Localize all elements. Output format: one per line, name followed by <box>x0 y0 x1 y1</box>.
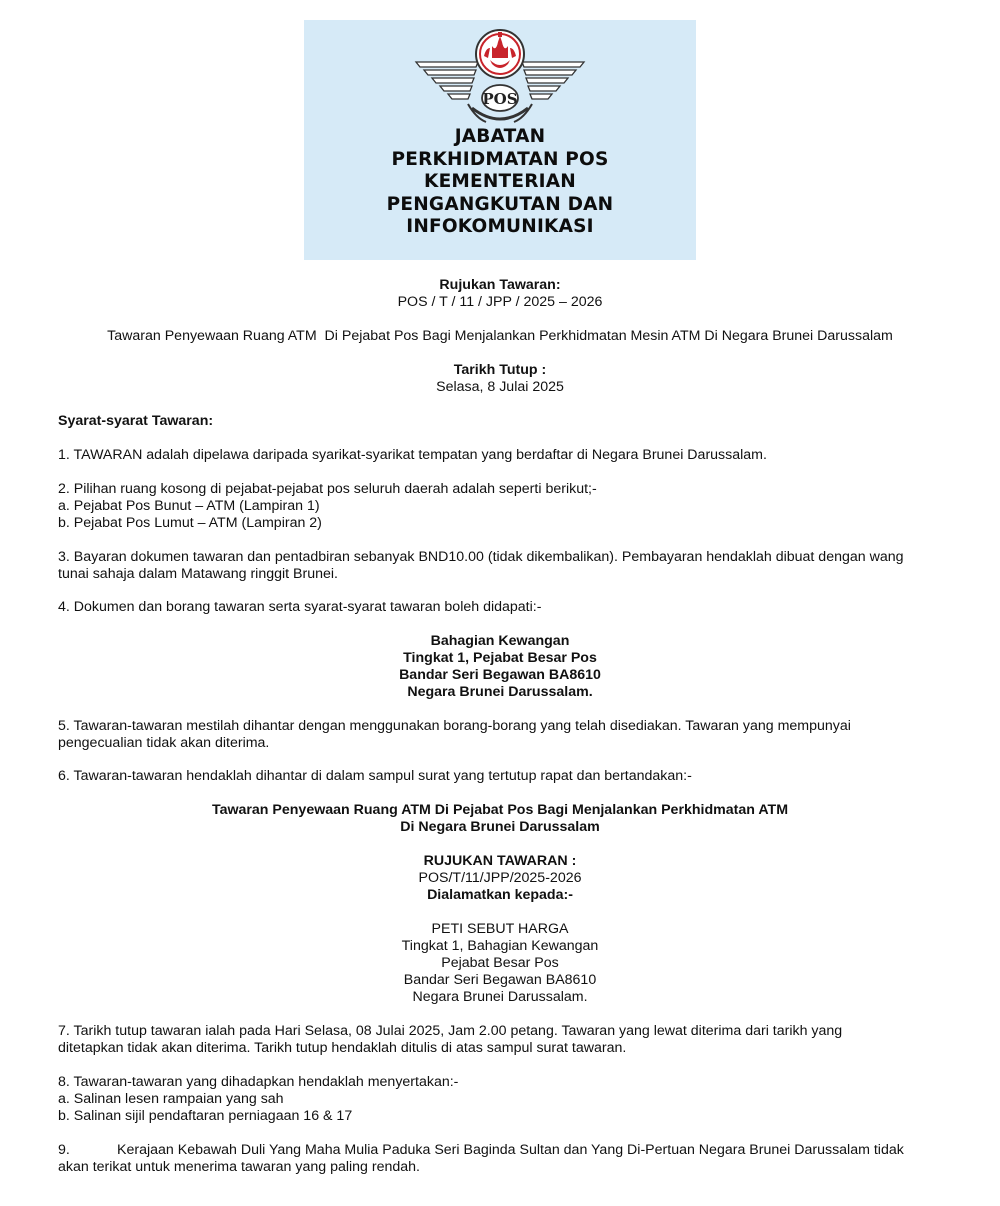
condition-4: 4. Dokumen dan borang tawaran serta syarat-syarat tawaran boleh didapati:- <box>58 599 542 615</box>
condition-9-line-1 <box>58 1142 942 1159</box>
condition-5-line-1: 5. Tawaran-tawaran mestilah dihantar dengan menggunakan borang-borang yang telah disediakan. Tawaran yang mempunyai <box>58 718 851 734</box>
address-line: Bandar Seri Begawan BA8610 <box>399 667 601 683</box>
agency-line: INFOKOMUNIKASI <box>406 216 594 237</box>
reference-label: Rujukan Tawaran: <box>439 277 561 293</box>
condition-2a: a. Pejabat Pos Bunut – ATM (Lampiran 1) <box>58 498 320 514</box>
condition-9-number: 9. <box>58 1142 70 1158</box>
agency-line: JABATAN <box>454 126 546 147</box>
condition-6: 6. Tawaran-tawaran hendaklah dihantar di dalam sampul surat yang tertutup rapat dan bertandakan:- <box>58 768 692 784</box>
postal-emblem-logo <box>412 26 588 130</box>
condition-9-line-2: akan terikat untuk menerima tawaran yang paling rendah. <box>58 1159 420 1175</box>
address-line: Tingkat 1, Pejabat Besar Pos <box>403 650 597 666</box>
address-line: Negara Brunei Darussalam. <box>407 684 593 700</box>
header-banner <box>304 20 696 260</box>
condition-8b: b. Salinan sijil pendaftaran perniagaan 16 & 17 <box>58 1108 353 1124</box>
reference-value: POS / T / 11 / JPP / 2025 – 2026 <box>397 294 603 310</box>
recipient-address-line: Bandar Seri Begawan BA8610 <box>403 972 597 988</box>
recipient-address-line: Negara Brunei Darussalam. <box>412 989 588 1005</box>
agency-name <box>304 126 696 239</box>
closing-date-label: Tarikh Tutup : <box>453 362 547 378</box>
condition-5-line-2: pengecualian tidak akan diterima. <box>58 735 270 751</box>
recipient-address-line: PETI SEBUT HARGA <box>431 921 569 937</box>
condition-8a: a. Salinan lesen rampaian yang sah <box>58 1091 284 1107</box>
envelope-reference-label: RUJUKAN TAWARAN : <box>423 853 577 869</box>
condition-2b: b. Pejabat Pos Lumut – ATM (Lampiran 2) <box>58 515 322 531</box>
closing-date-value: Selasa, 8 Julai 2025 <box>436 379 564 395</box>
condition-3-line-1: 3. Bayaran dokumen tawaran dan pentadbiran sebanyak BND10.00 (tidak dikembalikan). Pembayaran hendaklah dibuat dengan wang <box>58 549 904 565</box>
conditions-title: Syarat-syarat Tawaran: <box>58 413 214 429</box>
envelope-title-line-2: Di Negara Brunei Darussalam <box>400 819 600 835</box>
recipient-address-line: Tingkat 1, Bahagian Kewangan <box>401 938 599 954</box>
condition-8: 8. Tawaran-tawaran yang dihadapkan hendaklah menyertakan:- <box>58 1074 459 1090</box>
condition-7-line-2: ditetapkan tidak akan diterima. Tarikh tutup hendaklah ditulis di atas sampul surat tawaran. <box>58 1040 627 1056</box>
tender-subject: Tawaran Penyewaan Ruang ATM Di Pejabat Pos Bagi Menjalankan Perkhidmatan Mesin ATM Di Negara Brunei Darussalam <box>107 328 893 344</box>
condition-2: 2. Pilihan ruang kosong di pejabat-pejabat pos seluruh daerah adalah seperti berikut;- <box>58 481 597 497</box>
envelope-reference-value: POS/T/11/JPP/2025-2026 <box>418 870 582 886</box>
agency-line: PERKHIDMATAN POS <box>391 148 609 170</box>
envelope-title-line-1: Tawaran Penyewaan Ruang ATM Di Pejabat Pos Bagi Menjalankan Perkhidmatan ATM <box>211 802 789 818</box>
condition-3-line-2: tunai sahaja dalam Matawang ringgit Brunei. <box>58 566 338 582</box>
agency-line: PENGANGKUTAN DAN <box>386 193 614 215</box>
address-line: Bahagian Kewangan <box>430 633 570 649</box>
condition-7-line-1: 7. Tarikh tutup tawaran ialah pada Hari Selasa, 08 Julai 2025, Jam 2.00 petang. Tawaran yang lewat diterima dari tarikh yang <box>58 1023 843 1039</box>
logo-pos-text: POS <box>482 90 518 108</box>
condition-9-text: Kerajaan Kebawah Duli Yang Maha Mulia Paduka Seri Baginda Sultan dan Yang Di-Pertuan Negara Brunei Darussalam tidak <box>117 1142 904 1158</box>
addressed-to-label: Dialamatkan kepada:- <box>427 887 573 903</box>
agency-line: KEMENTERIAN <box>424 171 576 192</box>
condition-1: 1. TAWARAN adalah dipelawa daripada syarikat-syarikat tempatan yang berdaftar di Negara Brunei Darussalam. <box>58 447 767 463</box>
recipient-address-line: Pejabat Besar Pos <box>441 955 559 971</box>
